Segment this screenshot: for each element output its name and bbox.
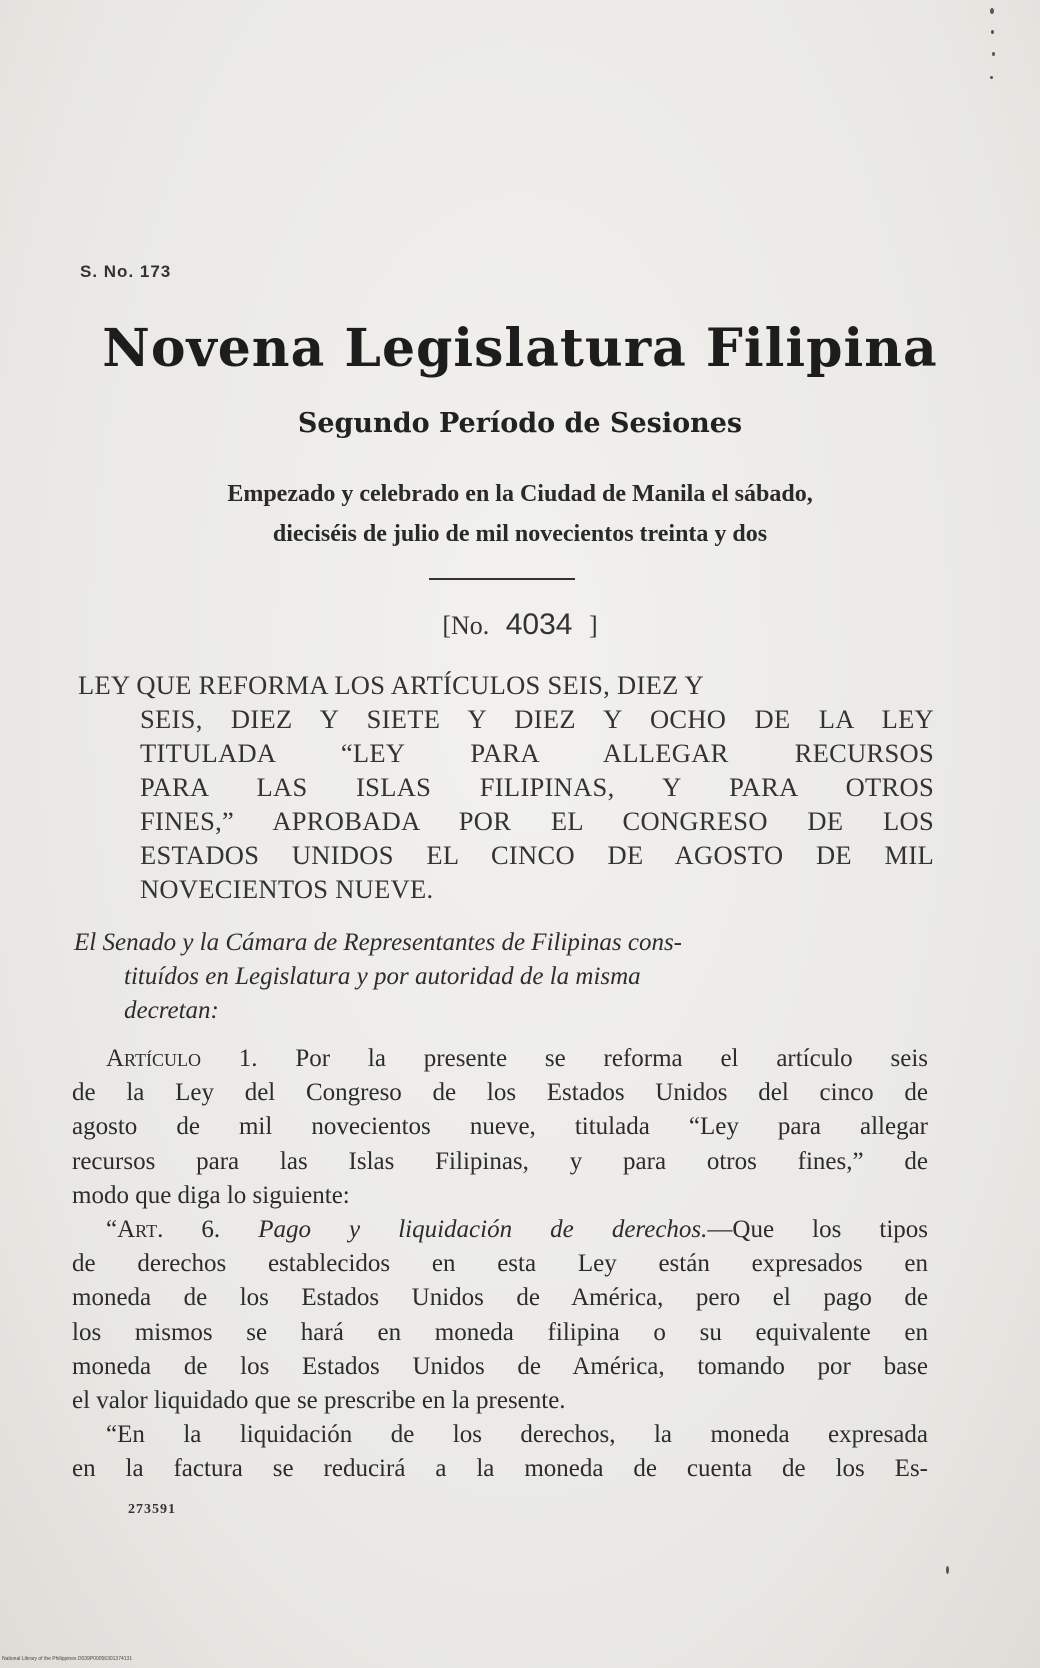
margin-speck (990, 76, 993, 79)
art-6-text: —Que los tipos (707, 1216, 928, 1244)
heading-line: ESTADOS UNIDOS EL CINCO DE AGOSTO DE MIL (140, 840, 934, 870)
margin-speck (991, 30, 994, 34)
heading-line: FINES,” APROBADA POR EL CONGRESO DE LOS (140, 806, 934, 836)
enacting-line: tituídos en Legislatura y por autoridad de la misma (124, 963, 641, 990)
art-6-line: los mismos se hará en moneda filipina o su equivalente en (72, 1318, 928, 1346)
margin-speck (992, 52, 995, 56)
enacting-line: decretan: (124, 997, 219, 1024)
session-line: Empezado y celebrado en la Ciudad de Manila el sábado, (227, 481, 813, 507)
bill-number: S. No. 173 (80, 262, 172, 281)
act-suffix: ] (589, 611, 598, 640)
art-6-label: “Art (106, 1216, 158, 1244)
art-6-number: . 6. (157, 1216, 259, 1244)
art-6-line: de derechos establecidos en esta Ley están expresados en (72, 1250, 928, 1278)
scan-credit: National Library of the Philippines D039P00056301374131 (2, 1656, 133, 1662)
art-6-line: el valor liquidado que se prescribe en la presente. (72, 1387, 566, 1415)
body-text (72, 1042, 928, 1487)
article-1-line: agosto de mil novecientos nueve, titulada “Ley para allegar (72, 1113, 928, 1141)
session-subtitle: Segundo Período de Sesiones (297, 408, 743, 439)
art-6-line (72, 1213, 928, 1247)
article-1-line (72, 1042, 928, 1076)
paragraph-2-line: en la factura se reducirá a la moneda de cuenta de los Es- (72, 1455, 928, 1483)
act-number (0, 608, 1040, 642)
article-1-text: 1. Por la presente se reforma el artículo seis (200, 1045, 928, 1072)
article-1-line: modo que diga lo siguiente: (72, 1181, 350, 1209)
article-1-line: de la Ley del Congreso de los Estados Unidos del cinco de (72, 1079, 928, 1107)
session-statement (0, 474, 1040, 554)
enacting-line: El Senado y la Cámara de Representantes de Filipinas cons- (74, 929, 682, 956)
paragraph-2-line: “En la liquidación de los derechos, la moneda expresada (106, 1421, 928, 1449)
heading-line: SEIS, DIEZ Y SIETE Y DIEZ Y OCHO DE LA LEY (140, 704, 934, 734)
act-prefix: [No. (442, 611, 490, 640)
heading-line: LEY QUE REFORMA LOS ARTÍCULOS SEIS, DIEZ Y (78, 670, 704, 700)
heading-line: NOVECIENTOS NUEVE. (140, 874, 434, 904)
art-6-line: moneda de los Estados Unidos de América, pero el pago de (72, 1284, 928, 1312)
art-6-title: Pago y liquidación de derechos. (258, 1216, 708, 1244)
session-line: dieciséis de julio de mil novecientos treinta y dos (272, 521, 768, 547)
article-label: Artículo (106, 1045, 201, 1072)
art-6-line: moneda de los Estados Unidos de América, tomando por base (72, 1352, 928, 1380)
heading-line: PARA LAS ISLAS FILIPINAS, Y PARA OTROS (140, 772, 934, 802)
margin-speck (990, 8, 994, 14)
article-1-line: recursos para las Islas Filipinas, y para otros fines,” de (72, 1147, 928, 1175)
act-number-value: 4034 (505, 608, 573, 641)
legislature-title: Novena Legislatura Filipina (102, 318, 938, 379)
heading-line: TITULADA “LEY PARA ALLEGAR RECURSOS (140, 738, 934, 768)
print-code: 273591 (128, 1502, 176, 1517)
act-heading (78, 668, 934, 906)
enacting-clause (74, 926, 930, 1028)
margin-speck (946, 1566, 949, 1574)
divider-rule (429, 578, 575, 580)
